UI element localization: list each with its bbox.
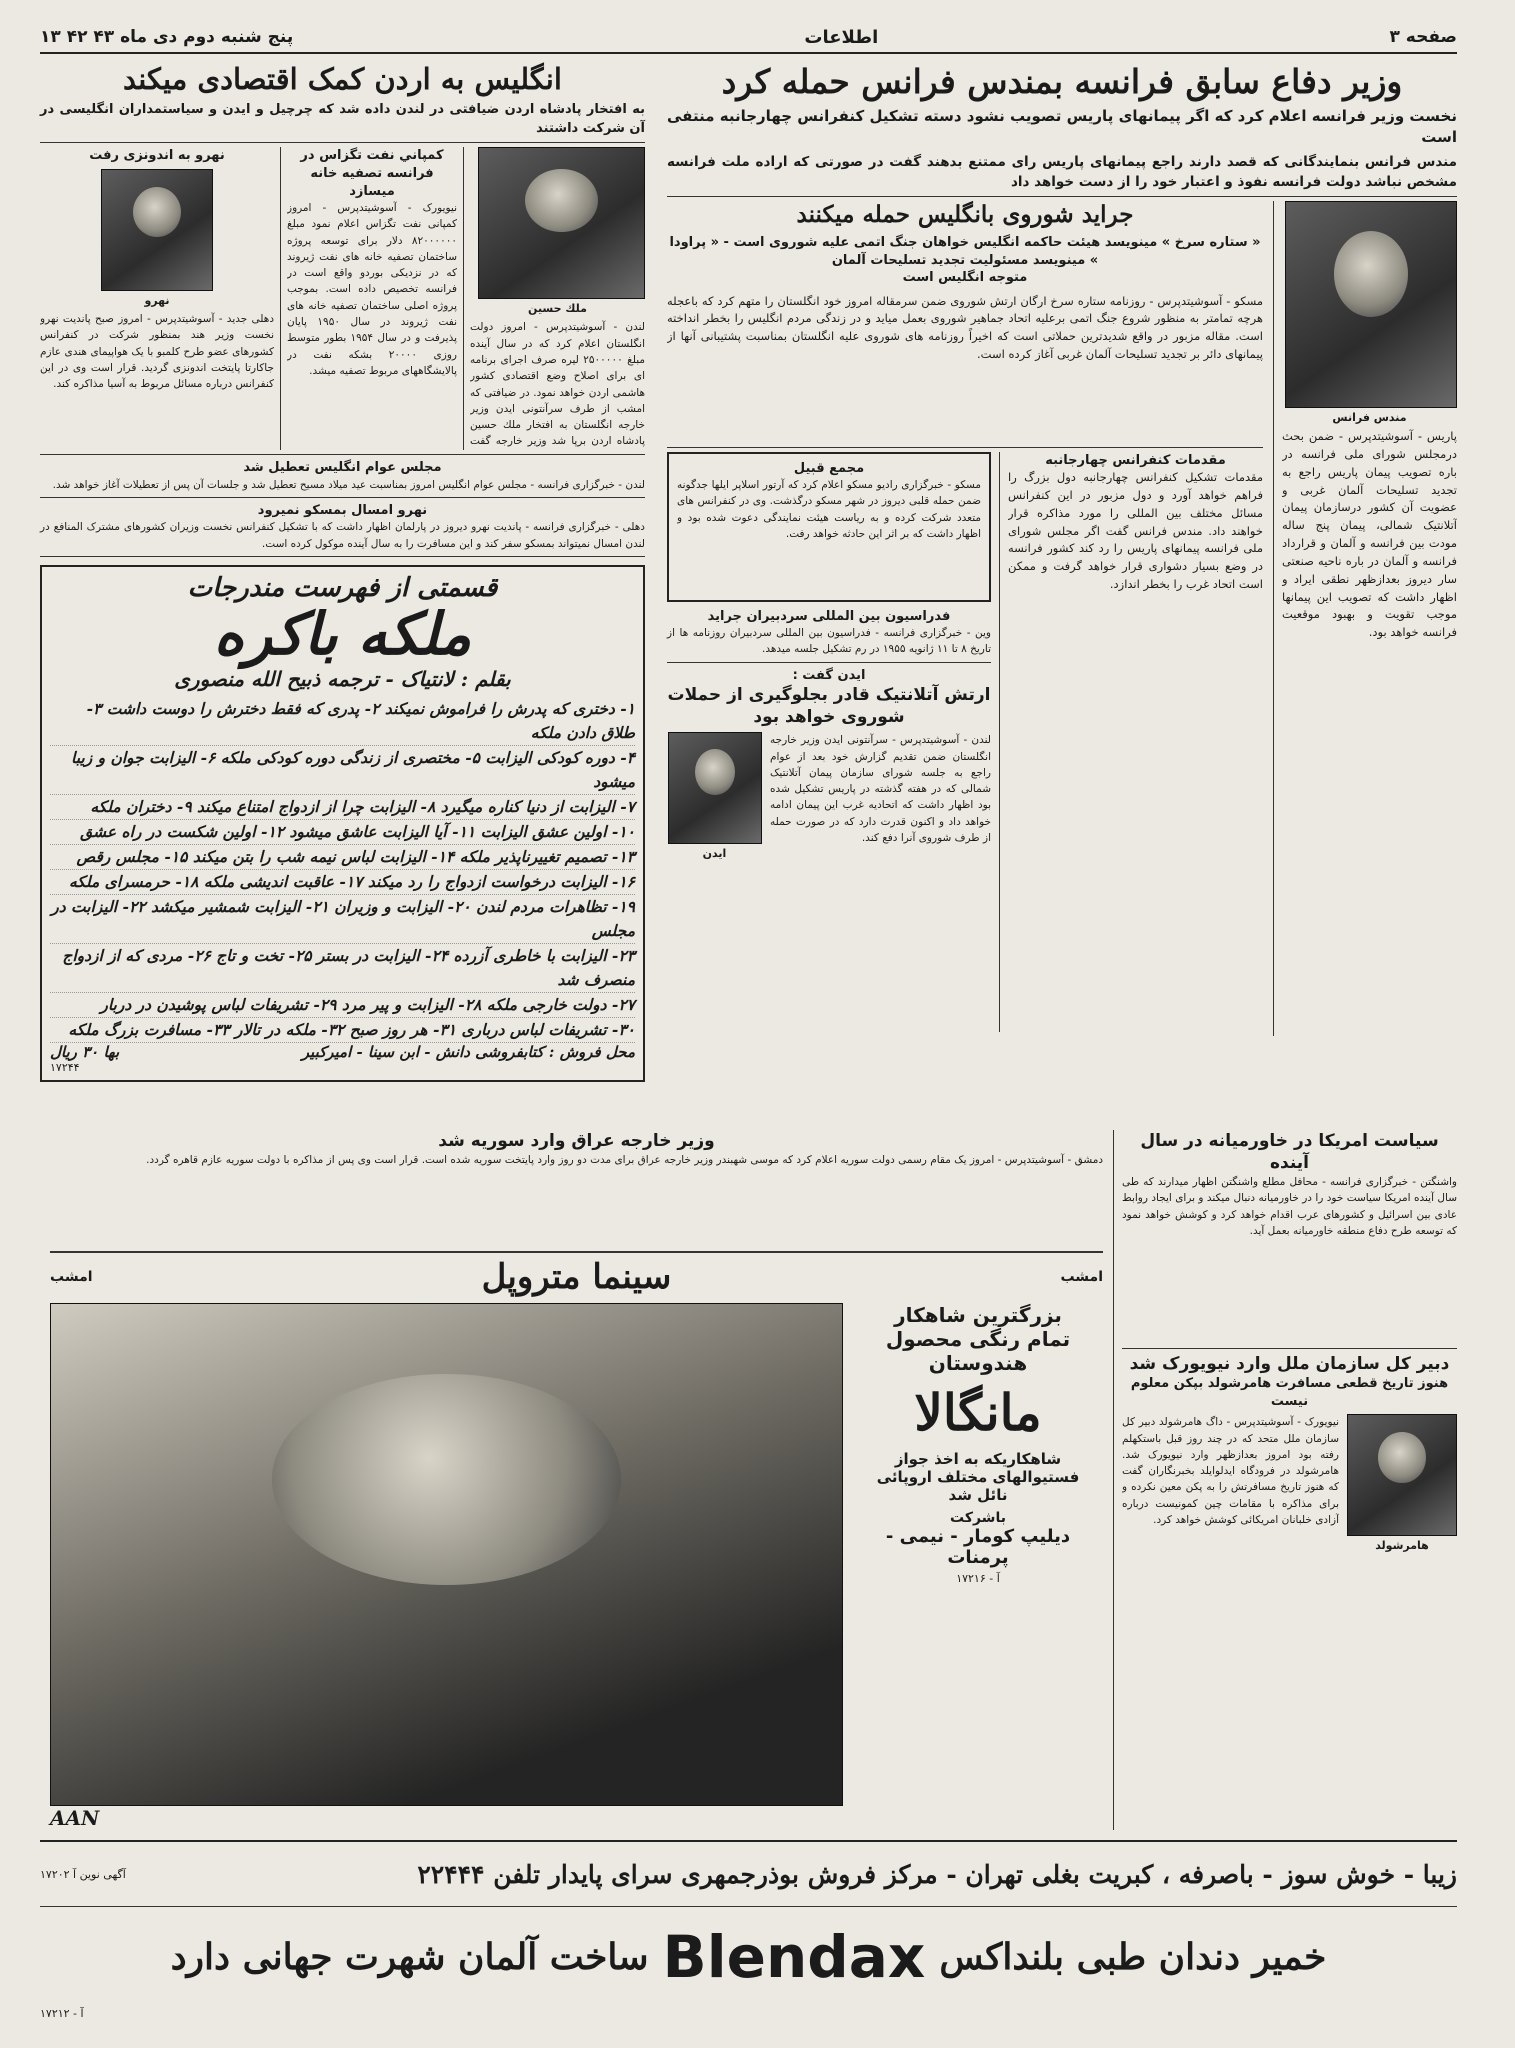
right-block xyxy=(667,62,1457,1062)
obituary-title: مجمع قبیل xyxy=(793,460,865,476)
iraq-headline: وزیر خارجه عراق وارد سوریه شد xyxy=(438,1131,715,1151)
hammarskjold-caption: هامرشولد xyxy=(1375,1539,1429,1553)
cinema-name: سینما متروپل xyxy=(481,1257,672,1298)
cinema-line-2: تمام رنگی محصول xyxy=(885,1327,1071,1352)
page-number: صفحه ۳ xyxy=(1389,27,1457,47)
obituary-box xyxy=(667,452,991,602)
iraq-body: دمشق - آسوشیتدپرس - امروز یک مقام رسمی دولت سوریه اعلام کرد که موسی شهبندر وزیر خارجه عراق برای مدت دو روز وارد پایتخت سوریه شده است. قرار است وی پس از مذاکره با دولت سوریه عازم قاهره گردد. xyxy=(146,1154,1103,1167)
cinema-tonight-right: امشب xyxy=(1060,1269,1103,1286)
parliament-body: لندن - خبرگزاری فرانسه - مجلس عوام انگلیس امروز بمناسبت عید میلاد مسیح تعطیل شد و جلسات آن پس از تعطیلات آغاز خواهد شد. xyxy=(52,478,645,491)
un-headline: دبیر کل سازمان ملل وارد نیویورک شد xyxy=(1129,1354,1450,1375)
conference-column xyxy=(999,452,1263,1032)
cinema-ad-code: آ - ۱۷۲۱۶ xyxy=(956,1572,1000,1586)
cinema-with: باشرکت xyxy=(950,1510,1006,1527)
blendax-brand: Blendax xyxy=(662,1923,926,1991)
book-contents-line: ۲۷- دولت خارجی ملکه ۲۸- الیزابت و پیر مرد ۲۹- تشریفات لباس پوشیدن در دربار xyxy=(50,993,635,1018)
book-contents-line: ۱۳- تصمیم تغییرناپذیر ملکه ۱۴- الیزابت لباس نیمه شب را بتن میکند ۱۵- مجلس رقص xyxy=(50,845,635,870)
book-contents-line: ۱۰- اولین عشق الیزابت ۱۱- آیا الیزابت عاشق میشود ۱۲- اولین شکست در راه عشق xyxy=(50,820,635,845)
soviet-headline: جراید شوروی بانگلیس حمله میکنند xyxy=(796,201,1134,229)
cinema-line-3: هندوستان xyxy=(928,1351,1028,1376)
oil-column xyxy=(280,147,463,450)
jordan-body: لندن - آسوشیتدپرس - امروز دولت انگلستان اعلام کرد که در سال آینده مبلغ ۲۵۰۰۰۰۰ لیره صرف اجرای برنامه ای برای اصلاح وضع اقتصادی کشور هاشمی اردن خواهد نمود. در ضیافتی که امشب از طرف سرآنتونی ایدن وزیر خارجه انگلستان به افتخار ملك حسين پادشاه اردن برپا شد وزیر خارجه گفت xyxy=(470,321,645,448)
book-price: بها ۳۰ ریال xyxy=(50,1043,120,1062)
book-sale-places: محل فروش : کتابفروشی دانش - ابن سینا - امیرکبیر xyxy=(301,1043,635,1062)
book-contents-line: ۱۶- الیزابت درخواست ازدواج را رد میکند ۱۷- عاقبت اندیشی ملکه ۱۸- حرمسرای ملکه xyxy=(50,870,635,895)
hussein-column xyxy=(463,147,645,450)
lower-section xyxy=(40,1130,1457,1830)
conference-body: مقدمات تشکیل کنفرانس چهارجانبه دول بزرگ را فراهم خواهد آورد و دول مزبور در این کنفرانس مسائل مختلف بین المللی را مورد مذاکره قرار خواهند داد. مندس فرانس گفت اگر مجلس شورای ملی فرانسه پیمانهای پاریس را رد کند کشور فرانسه در وضع بسیار دشواری قرار خواهد گرفت و ممکن است اتحاد غرب را بخطر اندازد. xyxy=(1008,470,1263,592)
iraq-cinema-column xyxy=(40,1130,1113,1830)
lead-subheadline-1: نخست وزیر فرانسه اعلام کرد که اگر پیمانهای پاریس تصویب نشود دسته تشکیل کنفرانس چهارجانبه منتفی است xyxy=(667,106,1457,147)
book-title: ملکه باکره xyxy=(213,600,472,669)
us-policy-body: واشنگتن - خبرگزاری فرانسه - محافل مطلع واشنگتن اظهار میدارند که طی سال آینده امریکا سیاست خود را در خاورمیانه دنبال میکند و برای ایجاد روابط عادی بین اسرائیل و کشورهای عرب اقدام خواهد کرد و کوشش خواهد نمود که توسعه طرح دفاع منطقه خاورمیانه بعمل آید. xyxy=(1122,1176,1457,1237)
cinema-actors: دیلیپ کومار - نیمی - پرمنات xyxy=(885,1526,1071,1569)
eden-photo xyxy=(668,732,762,844)
paper-name: اطلاعات xyxy=(804,26,879,48)
left-block xyxy=(40,62,655,1075)
eden-headline: ارتش آتلانتیک قادر بجلوگیری از حملات شوروی خواهد بود xyxy=(667,685,991,728)
cinema-advertisement xyxy=(50,1257,1103,1830)
toothpaste-ad-code: آ - ۱۷۲۱۲ xyxy=(40,2007,84,2020)
aan-label: AAN xyxy=(50,1806,100,1830)
federation-body: وین - خبرگزاری فرانسه - فدراسیون بین المللی سردبیران روزنامه ها از تاریخ ۸ تا ۱۱ ژانویه ۱۹۵۵ در رم تشکیل جلسه میدهد. xyxy=(667,627,991,656)
nehru-body: دهلی جدید - آسوشیتدپرس - امروز صبح پاندیت نهرو نخست وزیر هند بمنظور شرکت در کنفرانس کشورهای عضو طرح کلمبو با یک هواپیمای هندی عازم جاکارتا پایتخت اندونزی گردید. قرار است وی در این کنفرانس درباره مسائل مربوط به آسیا مذاکره کند. xyxy=(40,313,274,391)
oil-headline: كمپاني نفت تگزاس در فرانسه تصفیه خانه میسازد xyxy=(300,148,444,199)
parliament-headline: مجلس عوام انگلیس تعطیل شد xyxy=(243,460,442,476)
cinema-tonight-left: امشب xyxy=(50,1269,93,1286)
nehru-caption: نهرو xyxy=(144,294,170,308)
us-policy-headline: سیاست امریکا در خاورمیانه در سال آینده xyxy=(1140,1131,1439,1174)
eden-intro: ایدن گفت : xyxy=(792,667,866,683)
hammarskjold-photo xyxy=(1347,1414,1457,1536)
jordan-headline: انگلیس به اردن کمک اقتصادی میکند xyxy=(123,62,562,96)
book-contents-line: ۷- الیزابت از دنیا کناره میگیرد ۸- الیزابت چرا از ازدواج امتناع میکند ۹- دختران ملکه xyxy=(50,795,635,820)
book-ad-top: قسمتی از فهرست مندرجات xyxy=(187,573,498,604)
soviet-sub-1: « ستاره سرخ » مینویسد هیئت حاکمه انگلیس خواهان جنگ اتمی علیه شوروی است - « پراودا » مینویسد مسئولیت تجدید تسلیحات آلمان xyxy=(669,234,1261,268)
matches-ad: زیبا - خوش سوز - باصرفه ، کبریت بغلی تهران - مرکز فروش بوذرجمهری سرای پایدار تلفن ۲۲۴۴۴ xyxy=(417,1859,1457,1889)
conference-headline: مقدمات کنفرانس چهارجانبه xyxy=(1045,452,1226,468)
nehru-column xyxy=(40,147,280,450)
federation-headline: فدراسیون بین المللی سردبیران جراید xyxy=(707,608,951,624)
soviet-body: مسکو - آسوشیتدپرس - روزنامه ستاره سرخ ارگان ارتش شوروی ضمن سرمقاله امروز خود انگلستان را متهم کرد که باعجله هرچه تمامتر به منظور شروع جنگ اتمی برعلیه اتحاد جماهیر شوروی بعمل میاید و در زندگی مردم انگلیس را بخطر انداخته است. مقاله مزبور در واقع شدیدترین حملاتی است که اخیراً روزنامه های شوروی علیه انگلستان بمناسبت پشتیبانی آنها از پیمانهای دائر بر تجدید تسلیحات آلمان غربی آغاز کرده است. xyxy=(667,293,1263,362)
masthead xyxy=(40,22,1457,54)
film-still-photo xyxy=(50,1303,843,1806)
film-title: مانگالا xyxy=(914,1383,1042,1443)
issue-date: پنج شنبه دوم دی ماه ۴۳ ۴۲ ۱۳ xyxy=(40,27,294,47)
cinema-text xyxy=(853,1303,1103,1830)
book-contents-line: ۴- دوره کودکی الیزابت ۵- مختصری از زندگی دوره کودکی ملکه ۶- الیزابت جوان و زیبا میشود xyxy=(50,746,635,795)
book-contents-line: ۳۰- تشریفات لباس درباری ۳۱- هر روز صبح ۳۲- ملکه در تالار ۳۳- مسافرت بزرگ ملکه xyxy=(50,1018,635,1043)
lead-headline: وزیر دفاع سابق فرانسه بمندس فرانس حمله کرد xyxy=(721,62,1403,101)
cinema-award-1: شاهکاریکه به اخذ جواز xyxy=(894,1450,1062,1469)
book-contents-list xyxy=(50,697,635,1043)
cinema-award-3: نائل شد xyxy=(948,1486,1008,1505)
mendes-column xyxy=(1273,201,1457,1036)
obituary-body: مسکو - خبرگزاری رادیو مسکو اعلام کرد که آرتور اسلاپر ایلها جدگونه ضمن حمله قلبی دیروز در شهر مسکو درگذشت. وی در کنفرانس های متعدد شرکت کرده و به ریاست هیئت نمایندگی دعوت شده بود و اظهار داشت که بر اثر این حادثه خواهد رفت. xyxy=(677,479,981,540)
matches-ad-code: آگهی نوین آ ۱۷۲۰۲ xyxy=(40,1867,126,1881)
oil-body: نیویورک - آسوشیتدپرس - امروز کمپانی نفت تگزاس اعلام نمود مبلغ ۸۲۰۰۰۰۰۰ دلار برای توسعه پروژه ساختمان تصفیه خانه های نفت ژیروند که در نزدیکی بوردو واقع است در فرانسه تخصیص داده است. بموجب پروژه اصلی ساختمان تصفیه خانه های نفت ژیروند در سال ۱۹۵۰ پایان پذیرفت و در سال ۱۹۵۴ بطور متوسط روزی ۲۰۰۰۰ بشکه نفت در پالایشگاههای مربوط تصفیه میشد. xyxy=(287,202,457,377)
nehru-moscow-body: دهلی - خبرگزاری فرانسه - پاندیت نهرو دیروز در پارلمان اظهار داشت که با تشکیل کنفرانس نخست وزیران کشورهای مشترک المنافع در لندن امسال نمیتواند بمسکو سفر کند و این مسافرت را به سال آینده موکول کرده است. xyxy=(40,521,645,550)
jordan-subheadline: به افتخار پادشاه اردن ضیافتی در لندن داده شد که چرچیل و ایدن و سیاستمداران انگلیسی در آن شرکت داشتند xyxy=(40,101,645,136)
lead-body: پاریس - آسوشیتدپرس - ضمن بحث درمجلس شورای ملی فرانسه در باره تصویب پیمان پاریس راجع به تجدید تسلیحات آلمان غربی و عضویت آن کشور درسازمان پیمان آتلانتیک شمالی، پیمان پنج ساله مودت بین فرانسه و آلمان و قرارداد فرانسه و آلمان در باره ناحیه صنعتی سار دیروز بعدازظهر نطقی ایراد و اظهار داشت که تصویب این پیمانها موجب تقویت و بهبود موقعیت فرانسه خواهد بود. xyxy=(1282,429,1457,640)
book-contents-line: ۱۹- تظاهرات مردم لندن ۲۰- الیزابت و وزیران ۲۱- الیزابت شمشیر میکشد ۲۲- الیزابت در مجلس xyxy=(50,895,635,944)
soviet-column xyxy=(667,201,1273,1036)
book-ad-code: ۱۷۲۴۴ xyxy=(50,1061,80,1075)
inner-left-column xyxy=(667,452,999,1032)
nehru-photo xyxy=(101,169,213,291)
footer-advertisements xyxy=(40,1840,1457,2026)
lead-subheadline-2: مندس فرانس بنمایندگانی که قصد دارند راجع پیمانهای پاریس رای ممتنع بدهند گفت در صورتی که اراده ملت فرانسه مشخص نباشد دولت فرانسه نفوذ و اعتبار خود را از دست خواهد داد xyxy=(667,154,1457,190)
un-subheadline: هنوز تاریخ قطعی مسافرت هامرشولد بپکن معلوم نیست xyxy=(1130,1376,1449,1409)
toothpaste-ad-pre: خمیر دندان طبی بلنداکس xyxy=(939,1936,1327,1978)
book-advertisement xyxy=(40,565,645,1082)
king-hussein-photo xyxy=(478,147,645,299)
mendes-caption: مندس فرانس xyxy=(1332,411,1407,425)
soviet-sub-2: متوجه انگلیس است xyxy=(902,270,1028,286)
toothpaste-ad-post: ساخت آلمان شهرت جهانی دارد xyxy=(170,1936,649,1978)
eden-caption: ایدن xyxy=(702,847,727,861)
cinema-award-2: فستیوالهای مختلف اروپائی xyxy=(876,1468,1080,1487)
book-contents-line: ۱- دختری که پدرش را فراموش نمیکند ۲- پدری که فقط دخترش را دوست داشت ۳- طلاق دادن ملکه xyxy=(50,697,635,746)
mendes-france-photo xyxy=(1285,201,1457,408)
nehru-moscow-headline: نهرو امسال بمسکو نمیرود xyxy=(257,502,428,518)
us-un-column xyxy=(1113,1130,1457,1830)
hussein-caption: ملك حسين xyxy=(528,302,587,316)
un-body: نیویورک - آسوشیتدپرس - داگ هامرشولد دبیر کل سازمان ملل متحد که در چند روز قبل باستکهلم رفته بود امروز بعدازظهر وارد نیویورک شد. هامرشولد در فرودگاه ایدلوایلد بخبرنگاران گفت که هنوز تاریخ مسافرتش را به پکن معین نکرده و برای مذاکره با مقامات چین کمونیست درباره آزادی خلبانان امریکائی کوشش خواهد کرد. xyxy=(1122,1416,1339,1526)
eden-body: لندن - آسوشیتدپرس - سرآنتونی ایدن وزیر خارجه انگلستان ضمن تقدیم گزارش خود بعد از عوام راجع به جلسه شورای سازمان پیمان آتلانتیک شمالی که در هفته گذشته در پاریس تشکیل شده بود اظهار داشت که اتحادیه غرب این پیمان ادامه خواهد داد و اکنون قدرت دارد که در صورت حمله از طرف شوروی آنرا دفع کند. xyxy=(770,734,991,845)
cinema-line-1: بزرگترین شاهکار xyxy=(894,1303,1062,1328)
book-author: بقلم : لانتیاک - ترجمه ذبیح الله منصوری xyxy=(174,666,511,691)
nehru-headline: نهرو به اندونزی رفت xyxy=(89,148,225,164)
book-contents-line: ۲۳- الیزابت با خاطری آزرده ۲۴- الیزابت در بستر ۲۵- تخت و تاج ۲۶- مردی که از ازدواج منصرف شد xyxy=(50,944,635,993)
